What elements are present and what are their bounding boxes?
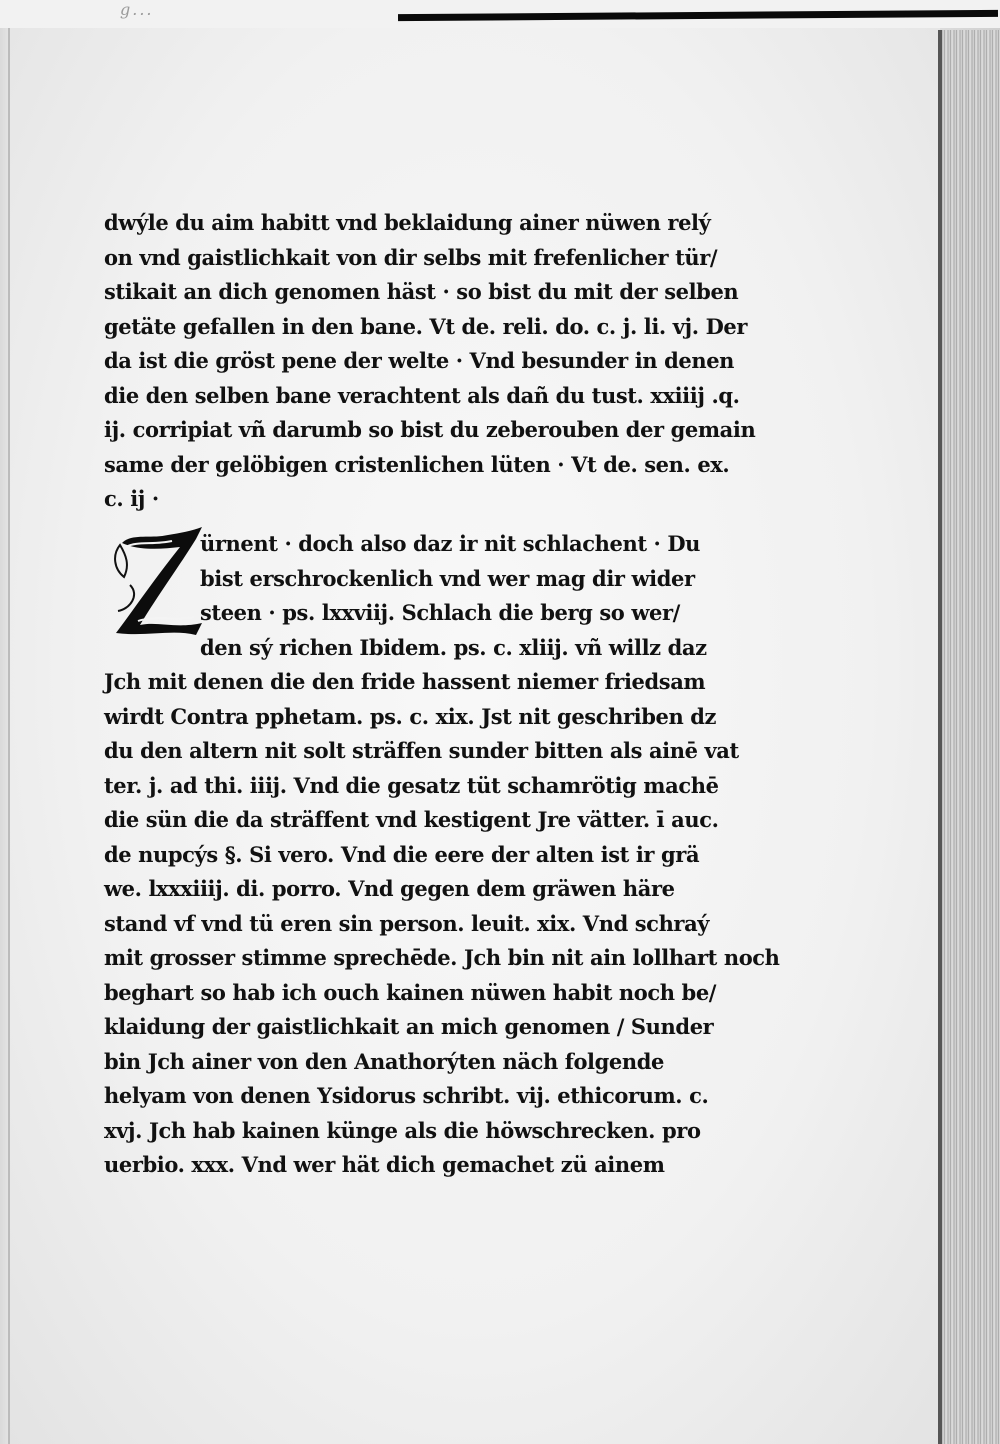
text-line: bist erschrockenlich vnd wer mag dir wider — [200, 565, 695, 591]
text-line: c. ij · — [104, 486, 159, 511]
text-line: die sün die da sträffent vnd kestigent Jre vätter. ī auc. — [104, 807, 719, 832]
marginal-note: g... — [120, 0, 154, 19]
text-line: getäte gefallen in den bane. Vt de. reli. do. c. j. li. vj. Der — [104, 313, 748, 339]
text-line: mit grosser stimme sprechēde. Jch bin nit ain lollhart noch — [104, 945, 780, 970]
text-line: on vnd gaistlichkait von dir selbs mit frefenlicher tür/ — [104, 244, 718, 270]
paragraph-2 — [104, 527, 780, 1183]
text-line: den sý richen Ibidem. ps. c. xliij. vñ willz daz — [200, 634, 707, 660]
page-fore-edge-shadow — [938, 30, 942, 1444]
text-line: same der gelöbigen cristenlichen lüten · Vt de. sen. ex. — [104, 451, 730, 477]
text-line: Jch mit denen die den fride hassent niemer friedsam — [104, 669, 706, 694]
text-line: ij. corripiat vñ darumb so bist du zeberouben der gemain — [104, 417, 756, 442]
text-line: stikait an dich genomen häst · so bist du mit der selben — [104, 279, 739, 304]
text-line: bin Jch ainer von den Anathorýten näch folgende — [104, 1048, 664, 1074]
text-line: die den selben bane verachtent als dañ du tust. xxiiij .q. — [104, 382, 740, 408]
paragraph-1 — [104, 206, 756, 517]
text-line: beghart so hab ich ouch kainen nüwen habit noch be/ — [104, 979, 717, 1005]
page-fore-edge — [938, 30, 1000, 1444]
text-line: ter. j. ad thi. iiij. Vnd die gesatz tüt schamrötig machē — [104, 772, 719, 798]
text-line: klaidung der gaistlichkait an mich genomen / Sunder — [104, 1014, 714, 1039]
text-line: stand vf vnd tü eren sin person. leuit. xix. Vnd schraý — [104, 910, 710, 936]
text-line: dwýle du aim habitt vnd beklaidung ainer nüwen relý — [104, 210, 711, 235]
text-line: de nupcýs §. Si vero. Vnd die eere der alten ist ir grä — [104, 841, 700, 867]
text-line: da ist die gröst pene der welte · Vnd besunder in denen — [104, 348, 735, 373]
text-line: du den altern nit solt sträffen sunder bitten als ainē vat — [104, 738, 739, 763]
text-line: ürnent · doch also daz ir nit schlachent · Du — [200, 531, 701, 556]
text-line: steen · ps. lxxviij. Schlach die berg so wer/ — [200, 600, 680, 625]
text-line: xvj. Jch hab kainen künge als die höwschrecken. pro — [104, 1117, 701, 1143]
text-line: helyam von denen Ysidorus schribt. vij. ethicorum. c. — [104, 1083, 709, 1108]
text-line: wirdt Contra pphetam. ps. c. xix. Jst nit geschriben dz — [104, 703, 717, 729]
text-line: uerbio. xxx. Vnd wer hät dich gemachet zü ainem — [104, 1152, 665, 1177]
text-line: we. lxxxiiij. di. porro. Vnd gegen dem gräwen häre — [104, 876, 675, 901]
initial-letter: Z — [116, 550, 128, 569]
